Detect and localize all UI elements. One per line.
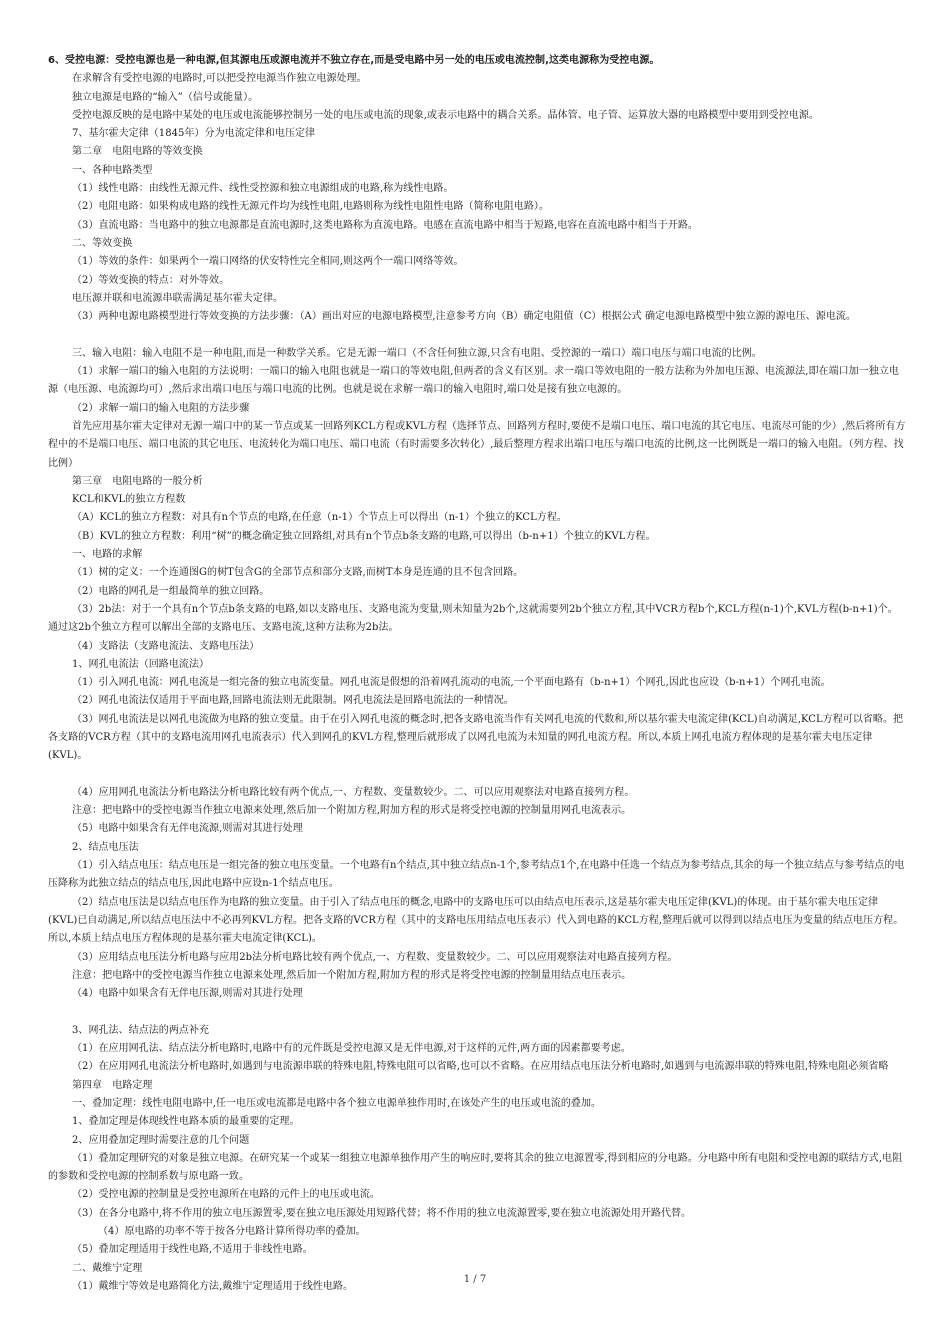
text-line: 在求解含有受控电源的电路时,可以把受控电源当作独立电源处理。 — [72, 73, 367, 85]
text-line: （4）电路中如果含有无伴电压源,则需对其进行处理 — [72, 988, 303, 1000]
text-line: （5）叠加定理适用于线性电路,不适用于非线性电路。 — [72, 1244, 313, 1256]
paragraph: （1）叠加定理研究的对象是独立电源。在研究某一个或某一组独立电源单独作用产生的响应时,要将其余的独立电源置零,得到相应的分电路。分电路中所有电阻和受控电源的联结方式,电阻的参数和受控电源的控制系数与原电路一致。 — [48, 1152, 903, 1183]
text-line: 二、戴维宁定理 — [72, 1262, 143, 1274]
paragraph: （3）2b法：对于一个具有n个节点b条支路的电路,如以支路电压、支路电流为变量,则未知量为2b个,这就需要列2b个独立方程,其中VCR方程b个,KCL方程(n-1)个,KVL方程(b-n+1)个。通过这2b个独立方程可以解出全部的支路电压、支路电流,这种方法称为2b法。 — [48, 603, 898, 634]
section-heading: 第二章 电阻电路的等效变换 — [72, 146, 203, 158]
text-line: 三、输入电阻：输入电阻不是一种电阻,而是一种数学关系。它是无源一端口（不含任何独立源,只含有电阻、受控源的一端口）端口电压与端口电流的比例。 — [72, 347, 762, 359]
text-line: （4）原电路的功率不等于按各分电路计算所得功率的叠加。 — [98, 1226, 366, 1237]
text-line: （1）戴维宁等效是电路简化方法,戴维宁定理适用于线性电路。 — [72, 1280, 353, 1292]
text-line: 二、等效变换 — [72, 237, 133, 249]
text-line: （3）直流电路：当电路中的独立电源都是直流电源时,这类电路称为直流电路。电感在直流电路中相当于短路,电容在直流电路中相当于开路。 — [72, 219, 698, 231]
text-line: 独立电源是电路的“输入”（信号或能量）。 — [72, 91, 259, 103]
text-line: （4）应用网孔电流法分析电路法分析电路比较有两个优点,一、方程数、变量数较少。二、可以应用观察法对电路直接列方程。 — [72, 786, 635, 798]
text-line: （2）受控电源的控制量是受控电源所在电路的元件上的电压或电流。 — [72, 1189, 380, 1201]
text-line: （A）KCL的独立方程数：对具有n个节点的电路,在任意（n-1）个节点上可以得出（n-1）个独立的KCL方程。 — [72, 512, 567, 524]
text-line: （1）线性电路：由线性无源元件、线性受控源和独立电源组成的电路,称为线性电路。 — [72, 183, 454, 195]
text-line: 受控电源反映的是电路中某处的电压或电流能够控制另一处的电压或电流的现象,或表示电路中的耦合关系。晶体管、电子管、运算放大器的电路模型中要用到受控电源。 — [72, 109, 819, 121]
text-line: 3、网孔法、结点法的两点补充 — [72, 1024, 210, 1036]
section-heading: 第三章 电阻电路的一般分析 — [72, 475, 203, 487]
text-line: 1、网孔电流法（回路电流法） — [72, 658, 210, 670]
paragraph: （1）求解一端口的输入电阻的方法说明：一端口的输入电阻也就是一端口的等效电阻,但两者的含义有区别。求一端口等效电阻的一般方法称为外加电压源、电流源法,即在端口加一独立电源（电压源、电流源均可）,然后求出端口电压与端口电流的比例。也就是说在求解一端口的输入电阻时,端口处是接有独立电源的。 — [48, 366, 899, 396]
text-line: 7、基尔霍夫定律（1845年）分为电流定律和电压定律 — [72, 128, 316, 140]
paragraph: （1）引入结点电压：结点电压是一组完备的独立电压变量。一个电路有n个结点,其中独立结点n-1个,参考结点1个,在电路中任选一个结点为参考结点,其余的每一个独立结点与参考结点的电压降称为此独立结点的结点电压,因此电路中应设n-1个结点电压。 — [48, 860, 905, 890]
text-line: 2、应用叠加定理时需要注意的几个问题 — [72, 1134, 250, 1146]
text-line: （1）树的定义：一个连通图G的树T包含G的全部节点和部分支路,而树T本身是连通的且不包含回路。 — [72, 567, 524, 579]
blank-line — [48, 766, 906, 784]
document-page — [48, 52, 906, 1296]
text-line: 一、叠加定理：线性电阻电路中,任一电压或电流都是电路中各个独立电源单独作用时,在该处产生的电压或电流的叠加。 — [72, 1097, 602, 1109]
text-line: 注意：把电路中的受控电源当作独立电源来处理,然后加一个附加方程,附加方程的形式是将受控电源的控制量用网孔电流表示。 — [72, 805, 632, 817]
text-line: （2）网孔电流法仅适用于平面电路,回路电流法则无此限制。网孔电流法是回路电流法的一种情况。 — [72, 695, 514, 707]
text-line: （2）电阻电路：如果构成电路的线性无源元件均为线性电阻,电路则称为线性电阻性电路（简称电阻电路）。 — [72, 201, 549, 213]
text-line: （4）支路法（支路电流法、支路电压法） — [72, 640, 260, 652]
text-line: 6、受控电源：受控电源也是一种电源,但其源电压或源电流并不独立存在,而是受电路中另一处的电压或电流控制,这类电源称为受控电源。 — [48, 55, 660, 66]
text-line: （3）在各分电路中,将不作用的独立电压源置零,要在独立电压源处用短路代替；将不作用的独立电流源置零,要在独立电流源处用开路代替。 — [72, 1207, 692, 1219]
paragraph: （2）在应用网孔电流法分析电路时,如遇到与电流源串联的特殊电阻,特殊电阻可以省略,也可以不省略。在应用结点电压法分析电路时,如遇到与电流源串联的特殊电阻,特殊电阻必须省略 — [72, 1061, 889, 1073]
text-line: 一、电路的求解 — [72, 549, 143, 561]
text-line: 2、结点电压法 — [72, 841, 139, 853]
section-heading: 第四章 电路定理 — [72, 1079, 153, 1091]
text-line: （2）求解一端口的输入电阻的方法步骤 — [72, 402, 250, 414]
text-line: （2）等效变换的特点：对外等效。 — [72, 274, 230, 286]
paragraph: （2）结点电压法是以结点电压作为电路的独立变量。由于引入了结点电压的概念,电路中的支路电压可以由结点电压表示,这是基尔霍夫电压定律(KVL)的体现。由于基尔霍夫电压定律(KVL)已自动满足,所以结点电压法中不必再列KVL方程。把各支路的VCR方程（其中的支路电压用结点电压表示）代入到电路的KCL方程,整理后就可以得到以结点电压为变量的结点电压方程。所以,本质上结点电压方程体现的是基尔霍夫电流定律(KCL)。 — [48, 896, 904, 945]
text-line: （3）应用结点电压法分析电路与应用2b法分析电路比较有两个优点,一、方程数、变量数较少。二、可以应用观察法对电路直接列方程。 — [72, 951, 678, 963]
paragraph: （3）网孔电流法是以网孔电流做为电路的独立变量。由于在引入网孔电流的概念时,把各支路电流当作有关网孔电流的代数和,所以基尔霍夫电流定律(KCL)自动满足,KCL方程可以省略。把各支路的VCR方程（其中的支路电流用网孔电流表示）代入到网孔的KVL方程,整理后就形成了以网孔电流为未知量的网孔电流方程。所以,本质上网孔电流方程体现的是基尔霍夫电压定律(KVL)。 — [48, 713, 904, 762]
blank-line — [48, 326, 906, 344]
blank-line — [48, 1003, 906, 1021]
text-line: （5）电路中如果含有无伴电流源,则需对其进行处理 — [72, 823, 303, 835]
text-line: （3）两种电源电路模型进行等效变换的方法步骤：（A）画出对应的电源电路模型,注意参考方向（B）确定电阻值（C）根据公式 确定电源电路模型中独立源的源电压、源电流。 — [72, 311, 856, 323]
text-line: 注意：把电路中的受控电源当作独立电源来处理,然后加一个附加方程,附加方程的形式是将受控电源的控制量用结点电压表示。 — [72, 969, 632, 981]
text-line: （B）KVL的独立方程数：利用“树”的概念确定独立回路组,对具有n个节点b条支路的电路,可以得出（b-n+1）个独立的KVL方程。 — [72, 530, 656, 542]
text-line: （2）电路的网孔是一组最简单的独立回路。 — [72, 585, 270, 597]
text-line: （1）等效的条件：如果两个一端口网络的伏安特性完全相同,则这两个一端口网络等效。 — [72, 256, 464, 268]
text-line: 一、各种电路类型 — [72, 164, 153, 176]
paragraph: 首先应用基尔霍夫定律对无源一端口中的某一节点或某一回路列KCL方程或KVL方程（选择节点、回路列方程时,要使不是端口电压、端口电流的其它电压、电流尽可能的少）,然后将所有方程中的不是端口电压、端口电流的其它电压、电流转化为端口电压、端口电流（有时需要多次转化）,最后整理方程求出端口电压与端口电流的比例,这一比例既是一端口的输入电阻。（列方程、找比例） — [48, 420, 906, 469]
text-line: 1、叠加定理是体现线性电路本质的最重要的定理。 — [72, 1116, 300, 1128]
page-number: 1 / 7 — [463, 1274, 487, 1285]
text-line: （1）引入网孔电流：网孔电流是一组完备的独立电流变量。网孔电流是假想的沿着网孔流动的电流,一个平面电路有（b-n+1）个网孔,因此也应设（b-n+1）个网孔电流。 — [72, 677, 831, 689]
text-line: KCL和KVL的独立方程数 — [72, 494, 186, 506]
text-line: （1）在应用网孔法、结点法分析电路时,电路中有的元件既是受控电源又是无伴电源,对于这样的元件,两方面的因素都要考虑。 — [72, 1043, 631, 1055]
text-line: 电压源并联和电流源串联需满足基尔霍夫定律。 — [72, 292, 284, 304]
